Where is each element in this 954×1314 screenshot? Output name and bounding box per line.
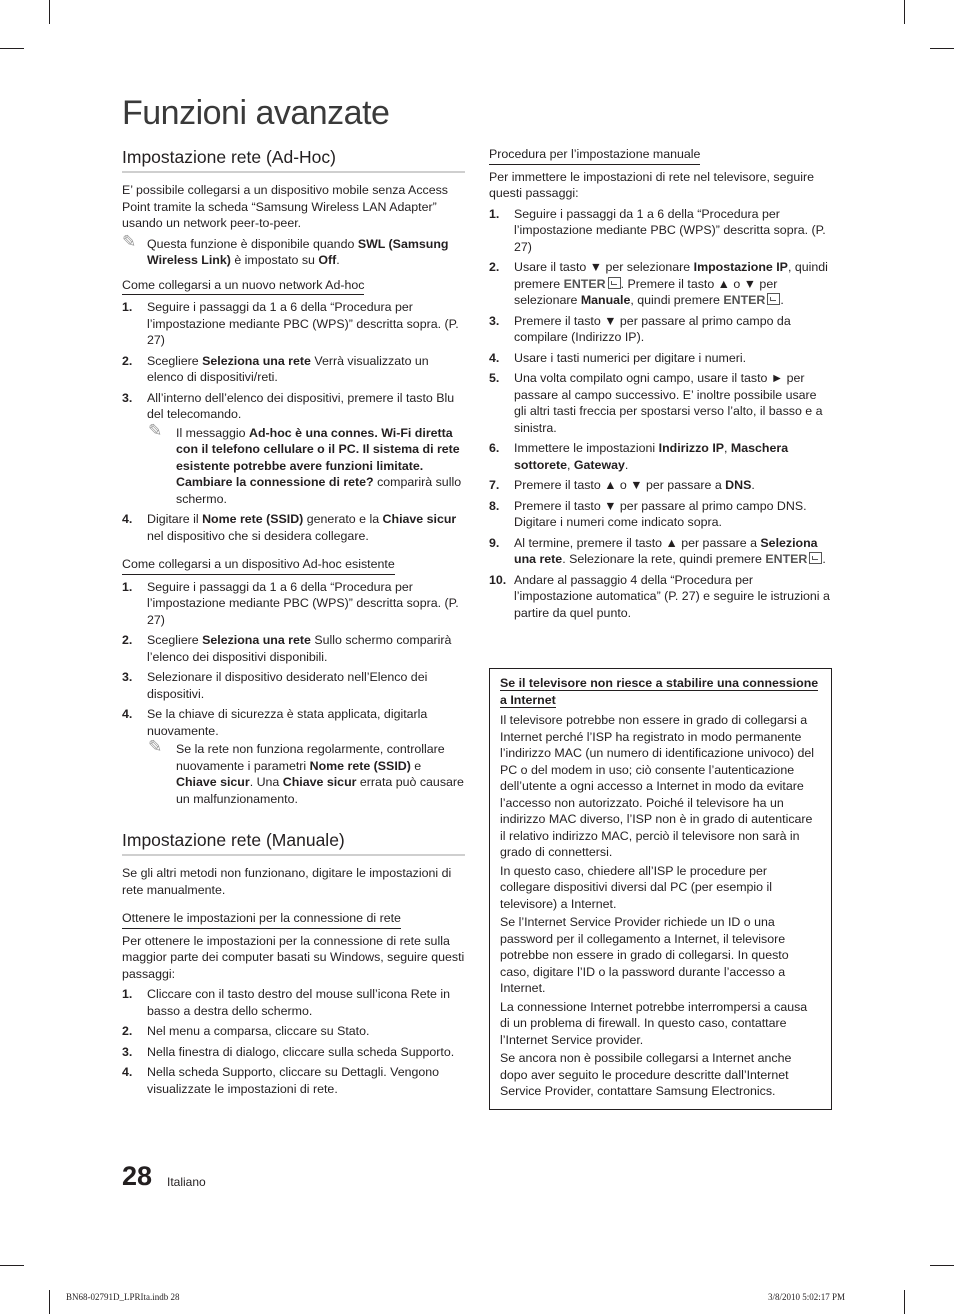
crop-mark	[930, 1265, 954, 1266]
list-item: 5. Una volta compilato ogni campo, usare il tasto ► per passare al campo successivo. E’ inoltre possibile usare gli altri tasti freccia per spostarsi verso l’alto, il basso e a sinistra.	[489, 371, 823, 435]
adhoc-note: ✎ Questa funzione è disponibile quando SWL (Samsung Wireless Link) è impostato su Off.	[122, 231, 449, 267]
adhoc-heading: Impostazione rete (Ad-Hoc)	[122, 146, 465, 173]
list-item: 3. Nella finestra di dialogo, cliccare sulla scheda Supporto.	[122, 1044, 455, 1059]
enter-key-label: ENTER	[723, 293, 766, 307]
list-item: 1. Seguire i passaggi da 1 a 6 della “Procedura per l’impostazione mediante PBC (WPS)” descritta sopra. (P. 27)	[122, 579, 459, 627]
crop-mark	[49, 1290, 50, 1314]
existing-adhoc-steps	[122, 579, 465, 808]
list-item: 1. Seguire i passaggi da 1 a 6 della “Procedura per l’impostazione mediante PBC (WPS)” descritta sopra. (P. 27)	[489, 206, 826, 254]
manual-procedure-steps	[489, 206, 832, 622]
pencil-note-icon: ✎	[148, 420, 163, 440]
list-item: 4. Se la chiave di sicurezza è stata applicata, digitarla nuovamente. ✎ Se la rete non funziona regolarmente, controllare nuovamente i parametri Nome rete (SSID) e Chiave sicur. Una Chiave sicur errata può causare un malfunzionamento.	[122, 707, 464, 806]
footer-file-info: BN68-02791D_LPRIta.indb 28	[66, 1292, 180, 1302]
list-item: 3. Premere il tasto ▼ per passare al primo campo da compilare (Indirizzo IP).	[489, 313, 791, 344]
new-adhoc-subheading: Come collegarsi a un nuovo network Ad-hoc	[122, 277, 364, 296]
left-column	[122, 146, 465, 1101]
pencil-note-icon: ✎	[148, 737, 163, 756]
enter-key-label: ENTER	[765, 552, 808, 566]
list-item: 4. Nella scheda Supporto, cliccare su Dettagli. Vengono visualizzate le impostazioni di rete.	[122, 1065, 440, 1096]
crop-mark	[904, 0, 905, 24]
right-column	[489, 146, 832, 625]
list-item: 3. Selezionare il dispositivo desiderato nell’Elenco dei dispositivi.	[122, 670, 428, 701]
manual-intro: Se gli altri metodi non funzionano, digitare le impostazioni di rete manualmente.	[122, 866, 452, 897]
crop-mark	[0, 1265, 24, 1266]
enter-key-label: ENTER	[563, 276, 606, 291]
list-item: 4. Digitare il Nome rete (SSID) generato e la Chiave sicur nel dispositivo che si desidera collegare.	[122, 512, 457, 543]
list-item: 7. Premere il tasto ▲ o ▼ per passare a DNS.	[489, 478, 755, 492]
page-title: Funzioni avanzate	[122, 94, 390, 132]
box-title: Se il televisore non riesce a stabilire una connessione a Internet	[500, 676, 819, 707]
manual-heading: Impostazione rete (Manuale)	[122, 829, 465, 856]
list-item: 8. Premere il tasto ▼ per passare al primo campo DNS. Digitare i numeri come indicato sopra.	[489, 498, 807, 529]
list-item: 1. Cliccare con il tasto destro del mouse sull’icona Rete in basso a destra dello schermo.	[122, 987, 451, 1018]
box-paragraph: La connessione Internet potrebbe interrompersi a causa di un problema di firewall. In questo caso, contattare l’Internet Service provider.	[500, 999, 808, 1047]
step-note: ✎ Il messaggio Ad-hoc è una connes. Wi-Fi diretta con il telefono cellulare o il PC. Il sistema di rete esistente potrebbe avere funzioni limitate. Cambiare la connessione di rete? comparirà sullo schermo.	[148, 420, 462, 506]
list-item: 1. Seguire i passaggi da 1 a 6 della “Procedura per l’impostazione mediante PBC (WPS)” descritta sopra. (P. 27)	[122, 300, 459, 347]
enter-icon	[767, 293, 780, 305]
internet-troubleshoot-box	[489, 668, 832, 1110]
existing-adhoc-subheading: Come collegarsi a un dispositivo Ad-hoc esistente	[122, 556, 395, 575]
list-item: 2. Nel menu a comparsa, cliccare su Stato.	[122, 1024, 370, 1038]
enter-icon	[608, 277, 621, 289]
list-item: 10. Andare al passaggio 4 della “Procedura per l’impostazione automatica” (P. 27) e seguire le istruzioni a partire da quel punto.	[489, 572, 830, 620]
obtain-settings-subheading: Ottenere le impostazioni per la connessione di rete	[122, 910, 401, 929]
box-paragraph: In questo caso, chiedere all’ISP le procedure per collegare dispositivi diversi dal PC (per esempio il televisore) a Internet.	[500, 863, 773, 911]
step-note: ✎ Se la rete non funziona regolarmente, controllare nuovamente i parametri Nome rete (SSID) e Chiave sicur. Una Chiave sicur errata può causare un malfunzionamento.	[148, 737, 464, 806]
list-item: 3. All’interno dell’elenco dei dispositivi, premere il tasto Blu del telecomando. ✎ Il messaggio Ad-hoc è una connes. Wi-Fi diretta con il telefono cellulare o il PC. Il sistema di rete esistente potrebbe avere funzioni limitate. Cambiare la connessione di rete? comparirà sullo schermo.	[122, 390, 465, 508]
list-item: 6. Immettere le impostazioni Indirizzo IP, Maschera sottorete, Gateway.	[489, 441, 789, 472]
list-item: 9. Al termine, premere il tasto ▲ per passare a Seleziona una rete. Selezionare la rete, quindi premere ENTER .	[489, 535, 826, 566]
crop-mark	[904, 1290, 905, 1314]
box-paragraph: Il televisore potrebbe non essere in grado di collegarsi a Internet perché l’ISP ha registrato in modo permanente l’indirizzo MAC (un numero di identificazione univoco) del PC o del modem in uso; ciò consente l’autenticazione dell’utente a ogni accesso a Internet in modo da evitare l’accesso non autorizzato. Poiché il televisore ha un indirizzo MAC diverso, l’ISP non è in grado di autenticare il relativo indirizzo MAC, perciò il televisore non sarà in grado di connettersi.	[500, 713, 815, 859]
page-number: 28	[122, 1161, 153, 1191]
box-paragraph: Se l’Internet Service Provider richiede un ID o una password per il collegamento a Internet, il televisore potrebbe non essere in grado di collegarsi. In questo caso, digitare l’ID o la password durante l’accesso a Internet.	[500, 915, 789, 995]
list-item: 2. Scegliere Seleziona una rete Verrà visualizzato un elenco di dispositivi/reti.	[122, 353, 429, 384]
crop-mark	[0, 48, 24, 49]
obtain-settings-steps	[122, 986, 465, 1097]
list-item: 4. Usare i tasti numerici per digitare i numeri.	[489, 350, 747, 365]
adhoc-intro: E’ possibile collegarsi a un dispositivo mobile senza Access Point tramite la scheda “Samsung Wireless LAN Adapter” usando un network peer-to-peer.	[122, 183, 448, 230]
list-item: 2. Usare il tasto ▼ per selezionare Impostazione IP, quindi premere ENTER . Premere il tasto ▲ o ▼ per selezionare Manuale, quindi premere ENTER .	[489, 260, 828, 307]
new-adhoc-steps	[122, 299, 465, 544]
crop-mark	[49, 0, 50, 24]
pencil-note-icon: ✎	[122, 231, 137, 251]
box-paragraph: Se ancora non è possibile collegarsi a Internet anche dopo aver seguito le procedure descritte dall’Internet Service Provider, contattare Samsung Electronics.	[500, 1051, 792, 1098]
footer-timestamp: 3/8/2010 5:02:17 PM	[768, 1292, 846, 1302]
manual-procedure-intro: Per immettere le impostazioni di rete nel televisore, seguire questi passaggi:	[489, 169, 815, 200]
obtain-settings-intro: Per ottenere le impostazioni per la connessione di rete sulla maggior parte dei computer basati su Windows, seguire questi passaggi:	[122, 933, 465, 981]
list-item: 2. Scegliere Seleziona una rete Sullo schermo comparirà l’elenco dei dispositivi disponibili.	[122, 633, 452, 664]
crop-mark	[930, 48, 954, 49]
language-label: Italiano	[167, 1175, 206, 1189]
enter-icon	[809, 552, 822, 564]
manual-procedure-subheading: Procedura per l’impostazione manuale	[489, 146, 700, 165]
